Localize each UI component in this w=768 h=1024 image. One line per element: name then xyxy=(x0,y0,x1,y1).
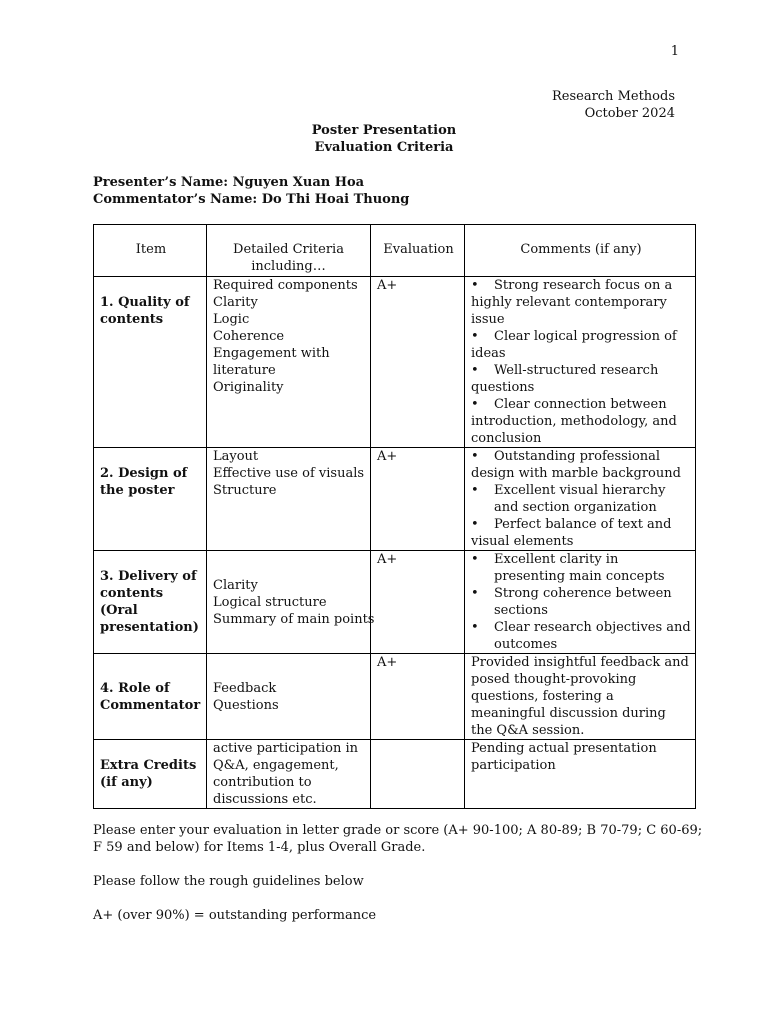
instructions xyxy=(93,822,703,941)
row-item-label: 2. Design of the poster xyxy=(94,448,207,551)
comment-item: • Clear research objectives and outcomes xyxy=(471,620,691,652)
comment-list xyxy=(471,277,691,447)
header-comments: Comments (if any) xyxy=(465,225,696,277)
criteria-line: Feedback xyxy=(213,680,277,696)
title-line-2: Evaluation Criteria xyxy=(314,140,454,155)
page-number: 1 xyxy=(670,44,679,59)
comment-item: • Excellent clarity in presenting main concepts xyxy=(471,552,665,584)
comment-list xyxy=(471,516,691,550)
comment-item: • Strong research focus on a highly relevant contemporary issue xyxy=(471,278,673,327)
table-row xyxy=(94,551,696,654)
row-criteria: active participation in Q&A, engagement, contribution to discussions etc. xyxy=(207,740,371,809)
row-comments xyxy=(465,277,696,448)
comment-list xyxy=(471,482,691,516)
criteria-line: Layout xyxy=(213,449,259,464)
row-criteria xyxy=(207,277,371,448)
bullet-icon: • xyxy=(471,620,479,635)
bullet-icon: • xyxy=(471,363,479,378)
header-evaluation: Evaluation xyxy=(371,225,465,277)
presenter-name: Presenter’s Name: Nguyen Xuan Hoa xyxy=(93,175,365,190)
comment-list xyxy=(471,448,691,482)
row-item-label: 4. Role of Commentator xyxy=(94,654,207,740)
criteria-line: Coherence xyxy=(213,329,285,344)
bullet-icon: • xyxy=(471,517,479,532)
comment-item: • Excellent visual hierarchy and section organization xyxy=(471,483,666,515)
table-row xyxy=(94,448,696,551)
evaluation-table xyxy=(93,224,696,809)
table-row xyxy=(94,277,696,448)
row-evaluation: A+ xyxy=(371,277,465,448)
header-item: Item xyxy=(94,225,207,277)
row-item-label: 3. Delivery of contents (Oral presentation) xyxy=(94,551,207,654)
comment-item: • Strong coherence between sections xyxy=(471,586,672,618)
row-criteria xyxy=(207,654,371,740)
table-row xyxy=(94,654,696,740)
criteria-line: Questions xyxy=(213,697,279,713)
bullet-icon: • xyxy=(471,586,479,601)
criteria-line: Logical structure xyxy=(213,594,327,610)
criteria-line: Summary of main points xyxy=(213,611,375,627)
row-comments: Provided insightful feedback and posed thought-provoking questions, fostering a meaningful discussion during the Q&A session. xyxy=(465,654,696,740)
criteria-line: Originality xyxy=(213,380,284,395)
row-comments xyxy=(465,448,696,551)
comment-list xyxy=(471,551,691,653)
title-line-1: Poster Presentation xyxy=(311,123,457,138)
row-comments xyxy=(465,551,696,654)
criteria-line: Clarity xyxy=(213,577,258,593)
row-item-label: Extra Credits (if any) xyxy=(94,740,207,809)
criteria-line: Effective use of visuals xyxy=(213,466,365,481)
instruction-aplus: A+ (over 90%) = outstanding performance xyxy=(93,908,377,923)
criteria-line: Clarity xyxy=(213,295,258,310)
criteria-line: Logic xyxy=(213,312,250,327)
bullet-icon: • xyxy=(471,552,479,567)
row-criteria xyxy=(207,551,375,654)
bullet-icon: • xyxy=(471,397,479,412)
row-evaluation xyxy=(371,740,465,809)
instruction-guidelines: Please follow the rough guidelines below xyxy=(93,874,364,889)
row-evaluation: A+ xyxy=(371,448,465,551)
document-title xyxy=(0,122,768,156)
row-comments: Pending actual presentation participation xyxy=(465,740,696,809)
comment-item: • Perfect balance of text and visual elements xyxy=(471,517,672,549)
table-header-row xyxy=(94,225,696,277)
header-criteria: Detailed Criteria including… xyxy=(207,225,371,277)
row-evaluation: A+ xyxy=(371,551,465,654)
row-item-label: 1. Quality of contents xyxy=(94,277,207,448)
bullet-icon: • xyxy=(471,449,479,464)
course-info xyxy=(552,88,675,122)
row-evaluation: A+ xyxy=(371,654,465,740)
bullet-icon: • xyxy=(471,483,479,498)
comment-item: • Outstanding professional design with marble background xyxy=(471,449,681,481)
comment-item: • Well-structured research questions xyxy=(471,363,659,395)
course-date: October 2024 xyxy=(584,106,675,121)
criteria-line: Required components xyxy=(213,278,358,293)
criteria-line: Engagement with literature xyxy=(213,346,330,378)
comment-item: • Clear logical progression of ideas xyxy=(471,329,677,361)
criteria-line: Structure xyxy=(213,483,277,498)
table-row xyxy=(94,740,696,809)
bullet-icon: • xyxy=(471,329,479,344)
commentator-name: Commentator’s Name: Do Thi Hoai Thuong xyxy=(93,192,410,207)
row-criteria xyxy=(207,448,371,551)
bullet-icon: • xyxy=(471,278,479,293)
instruction-grading: Please enter your evaluation in letter grade or score (A+ 90-100; A 80-89; B 70-79; C 60-69; F 59 and below) for Items 1-4, plus Overall Grade. xyxy=(93,823,703,855)
course-name: Research Methods xyxy=(551,89,675,104)
comment-item: • Clear connection between introduction, methodology, and conclusion xyxy=(471,397,677,446)
participant-names xyxy=(93,174,409,208)
